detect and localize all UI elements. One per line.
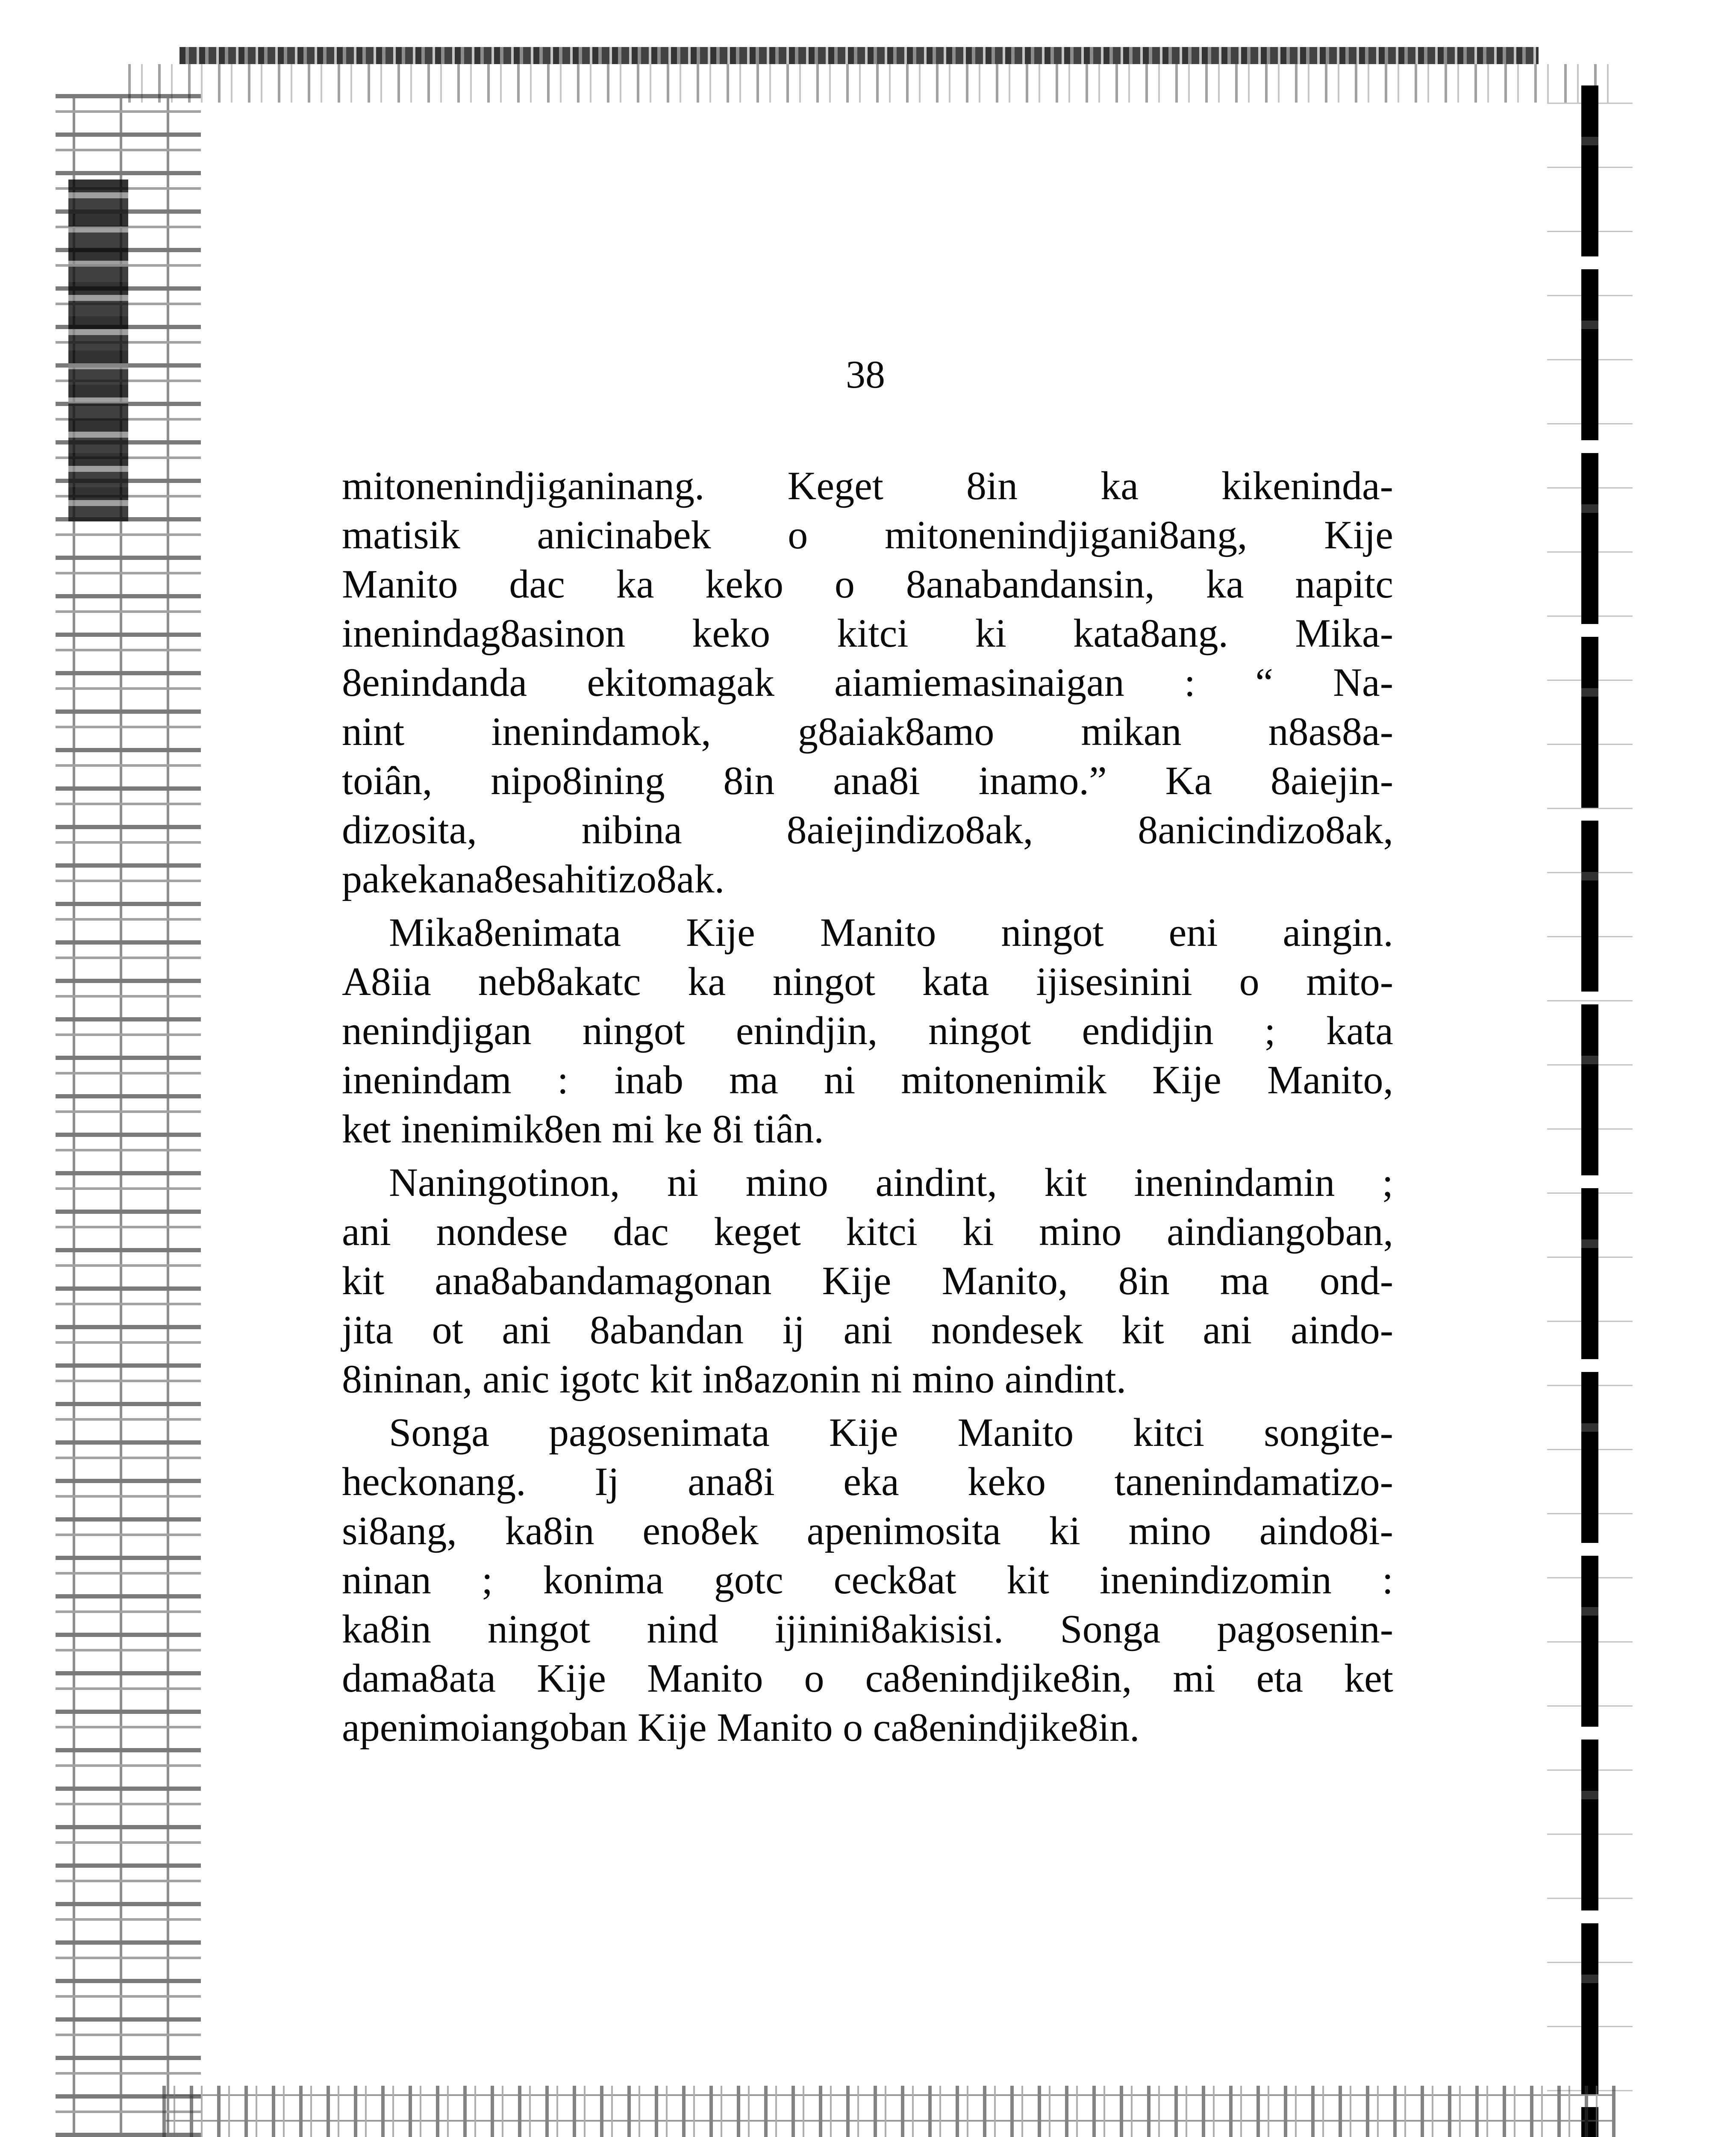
text-line: inenindam : inab ma ni mitonenimik Kije Manito, xyxy=(342,1058,1393,1102)
text-line: apenimoiangoban Kije Manito o ca8enindjike8in. xyxy=(342,1705,1140,1750)
paragraph xyxy=(342,908,1393,1154)
text-line: 8ininan, anic igotc kit in8azonin ni mino aindint. xyxy=(342,1357,1127,1401)
scan-shadow-left xyxy=(68,180,128,521)
paragraph xyxy=(342,1408,1393,1752)
text-line: 8enindanda ekitomagak aiamiemasinaigan : “ Na- xyxy=(342,660,1393,705)
text-line: Songa pagosenimata Kije Manito kitci songite- xyxy=(389,1410,1393,1455)
text-line: toiân, nipo8ining 8in ana8i inamo.” Ka 8aiejin- xyxy=(342,759,1393,803)
text-line: heckonang. Ij ana8i eka keko tanenindamatizo- xyxy=(342,1460,1393,1504)
body-text xyxy=(342,462,1393,1752)
text-line: si8ang, ka8in eno8ek apenimosita ki mino aindo8i- xyxy=(342,1509,1393,1553)
page-number: 38 xyxy=(846,353,885,396)
text-line: nenindjigan ningot enindjin, ningot endidjin ; kata xyxy=(342,1009,1393,1053)
text-line: Mika8enimata Kije Manito ningot eni aingin. xyxy=(389,910,1393,955)
text-line: kit ana8abandamagonan Kije Manito, 8in ma ond- xyxy=(342,1259,1393,1303)
text-line: pakekana8esahitizo8ak. xyxy=(342,857,725,901)
text-line: Naningotinon, ni mino aindint, kit inenindamin ; xyxy=(389,1160,1393,1205)
text-line: dama8ata Kije Manito o ca8enindjike8in, mi eta ket xyxy=(342,1656,1393,1701)
text-line: nint inenindamok, g8aiak8amo mikan n8as8a- xyxy=(342,709,1393,754)
paragraph xyxy=(342,462,1393,904)
paragraph xyxy=(342,1158,1393,1404)
scan-border-top xyxy=(179,47,1539,64)
text-line: A8iia neb8akatc ka ningot kata ijisesinini o mito- xyxy=(342,960,1393,1004)
text-line: mitonenindjiganinang. Keget 8in ka kikeninda- xyxy=(342,464,1393,508)
scan-border-right xyxy=(1581,85,1598,2137)
text-line: ka8in ningot nind ijinini8akisisi. Songa pagosenin- xyxy=(342,1607,1393,1651)
text-line: ket inenimik8en mi ke 8i tiân. xyxy=(342,1107,824,1151)
text-line: ani nondese dac keget kitci ki mino aindiangoban, xyxy=(342,1210,1393,1254)
text-line: Manito dac ka keko o 8anabandansin, ka napitc xyxy=(342,562,1393,606)
text-line: ninan ; konima gotc ceck8at kit inenindizomin : xyxy=(342,1558,1393,1602)
scan-noise-top xyxy=(128,64,1624,103)
text-line: inenindag8asinon keko kitci ki kata8ang. Mika- xyxy=(342,611,1393,656)
scan-border-bottom xyxy=(162,2086,1615,2137)
text-line: jita ot ani 8abandan ij ani nondesek kit ani aindo- xyxy=(342,1308,1393,1352)
text-line: matisik anicinabek o mitonenindjigani8ang, Kije xyxy=(342,513,1393,557)
text-line: dizosita, nibina 8aiejindizo8ak, 8anicindizo8ak, xyxy=(342,808,1393,852)
